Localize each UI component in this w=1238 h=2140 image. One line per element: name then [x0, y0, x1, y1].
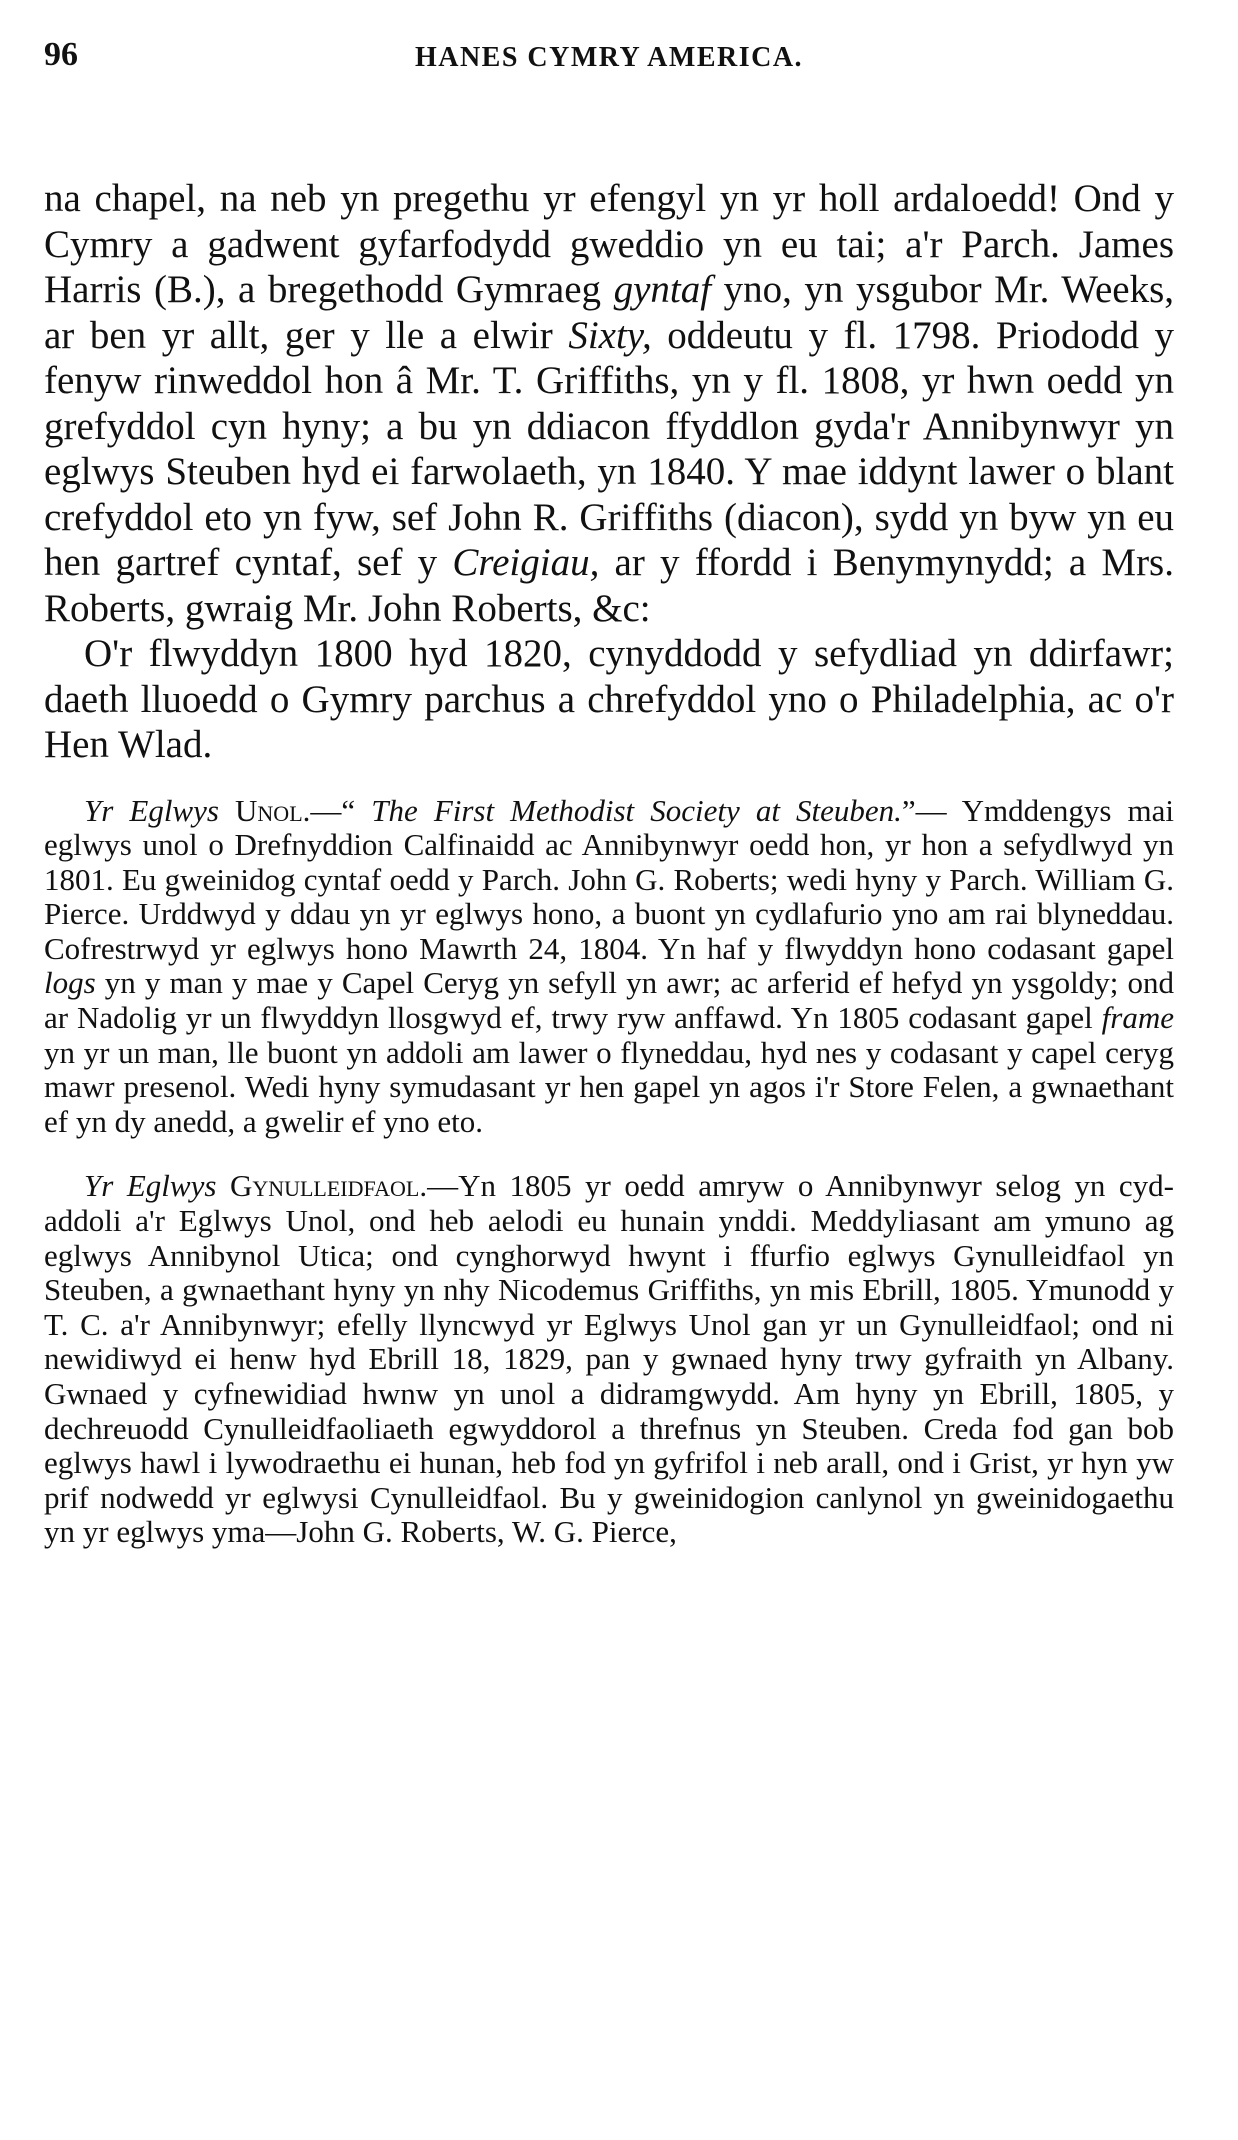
section-heading-italic: Yr Eglwys: [84, 792, 219, 828]
intro-paragraph-1: na chapel, na neb yn pregethu yr efengyl yn yr holl ardaloedd! Ond y Cymry a gadwent gyfarfodydd gweddio yn eu tai; a'r Parch. James Harris (B.), a bregethodd Gymraeg gyntaf yno, yn ysgubor Mr. Weeks, ar ben yr allt, ger y lle a elwir Sixty, oddeutu y fl. 1798. Priododd y fenyw rinweddol hon â Mr. T. Griffiths, yn y fl. 1808, yr hwn oedd yn grefyddol cyn hyny; a bu yn ddiacon ffyddlon gyda'r Annibynwyr yn eglwys Steuben hyd ei farwolaeth, yn 1840. Y mae iddynt lawer o blant crefyddol eto yn fyw, sef John R. Griffiths (diacon), sydd yn byw yn eu hen gartref cyntaf, sef y Creigiau, ar y ffordd i Benymynydd; a Mrs. Roberts, gwraig Mr. John Roberts, &c:: [44, 177, 1174, 630]
section-heading-caps: Gynulleidfaol.: [229, 1168, 428, 1204]
italic-place-name: Creigiau,: [452, 541, 600, 584]
intro-paragraph-2: O'r flwyddyn 1800 hyd 1820, cynyddodd y sefydliad yn ddirfawr; daeth lluoedd o Gymry parchus a chrefyddol yno o Philadelphia, ac o'r Hen Wlad.: [44, 632, 1174, 766]
section-eglwys-gynulleidfaol: [44, 1169, 1174, 1550]
italic-term: gyntaf: [613, 268, 712, 311]
section-heading-caps: Unol.: [235, 792, 311, 828]
italic-term: logs: [44, 965, 96, 1001]
book-page: [44, 36, 1174, 1550]
section-paragraph: Yr Eglwys Gynulleidfaol.—Yn 1805 yr oedd amryw o Annibynwyr selog yn cyd-addoli a'r Eglwys Unol, ond heb aelodi eu hunain ynddi. Meddyliasant am ymuno ag eglwys Annibynol Utica; ond cynghorwyd hwynt i ffurfio eglwys Gynulleidfaol yn Steuben, a gwnaethant hyny yn nhy Nicodemus Griffiths, yn mis Ebrill, 1805. Ymunodd y T. C. a'r Annibynwyr; efelly llyncwyd yr Eglwys Unol gan yr un Gynulleidfaol; ond ni newidiwyd ei henw hyd Ebrill 18, 1829, pan y gwnaed hyny trwy gyfraith yn Albany. Gwnaed y cyfnewidiad hwnw yn unol a didramgwydd. Am hyny yn Ebrill, 1805, y dechreuodd Cynulleidfaoliaeth egwyddorol a threfnus yn Steuben. Creda fod gan bob eglwys hawl i lywodraethu ei hunan, heb fod yn gyfrifol i neb arall, ond i Grist, yr hyn yw prif nodwedd yr eglwysi Cynulleidfaol. Bu y gweinidogion canlynol yn gweinidogaethu yn yr eglwys yma—John G. Roberts, W. G. Pierce,: [44, 1168, 1174, 1550]
italic-term: frame: [1101, 1000, 1174, 1036]
section-heading-quote: The First Methodist Society at Steuben.: [371, 792, 902, 828]
italic-place-name: Sixty,: [568, 313, 652, 357]
running-title: HANES CYMRY AMERICA.: [414, 42, 804, 73]
section-eglwys-unol: [44, 794, 1174, 1140]
page-header: [44, 36, 1174, 96]
intro-text: [44, 176, 1174, 768]
section-paragraph: Yr Eglwys Unol.—“ The First Methodist Society at Steuben.”— Ymddengys mai eglwys unol o Drefnyddion Calfinaidd ac Annibynwyr oedd hon, yr hon a sefydlwyd yn 1801. Eu gweinidog cyntaf oedd y Parch. John G. Roberts; wedi hyny y Parch. William G. Pierce. Urddwyd y ddau yn yr eglwys hono, a buont yn cydlafurio yno am rai blyneddau. Cofrestrwyd yr eglwys hono Mawrth 24, 1804. Yn haf y flwyddyn hono codasant gapel logs yn y man y mae y Capel Ceryg yn sefyll yn awr; ac arferid ef hefyd yn ysgoldy; ond ar Nadolig yr un flwyddyn llosgwyd ef, trwy ryw anffawd. Yn 1805 codasant gapel frame yn yr un man, lle buont yn addoli am lawer o flyneddau, hyd nes y codasant y capel ceryg mawr presenol. Wedi hyny symudasant yr hen gapel yn agos i'r Store Felen, a gwnaethant ef yn dy anedd, a gwelir ef yno eto.: [44, 792, 1174, 1139]
section-heading-italic: Yr Eglwys: [84, 1168, 217, 1204]
page-number: 96: [44, 36, 78, 73]
